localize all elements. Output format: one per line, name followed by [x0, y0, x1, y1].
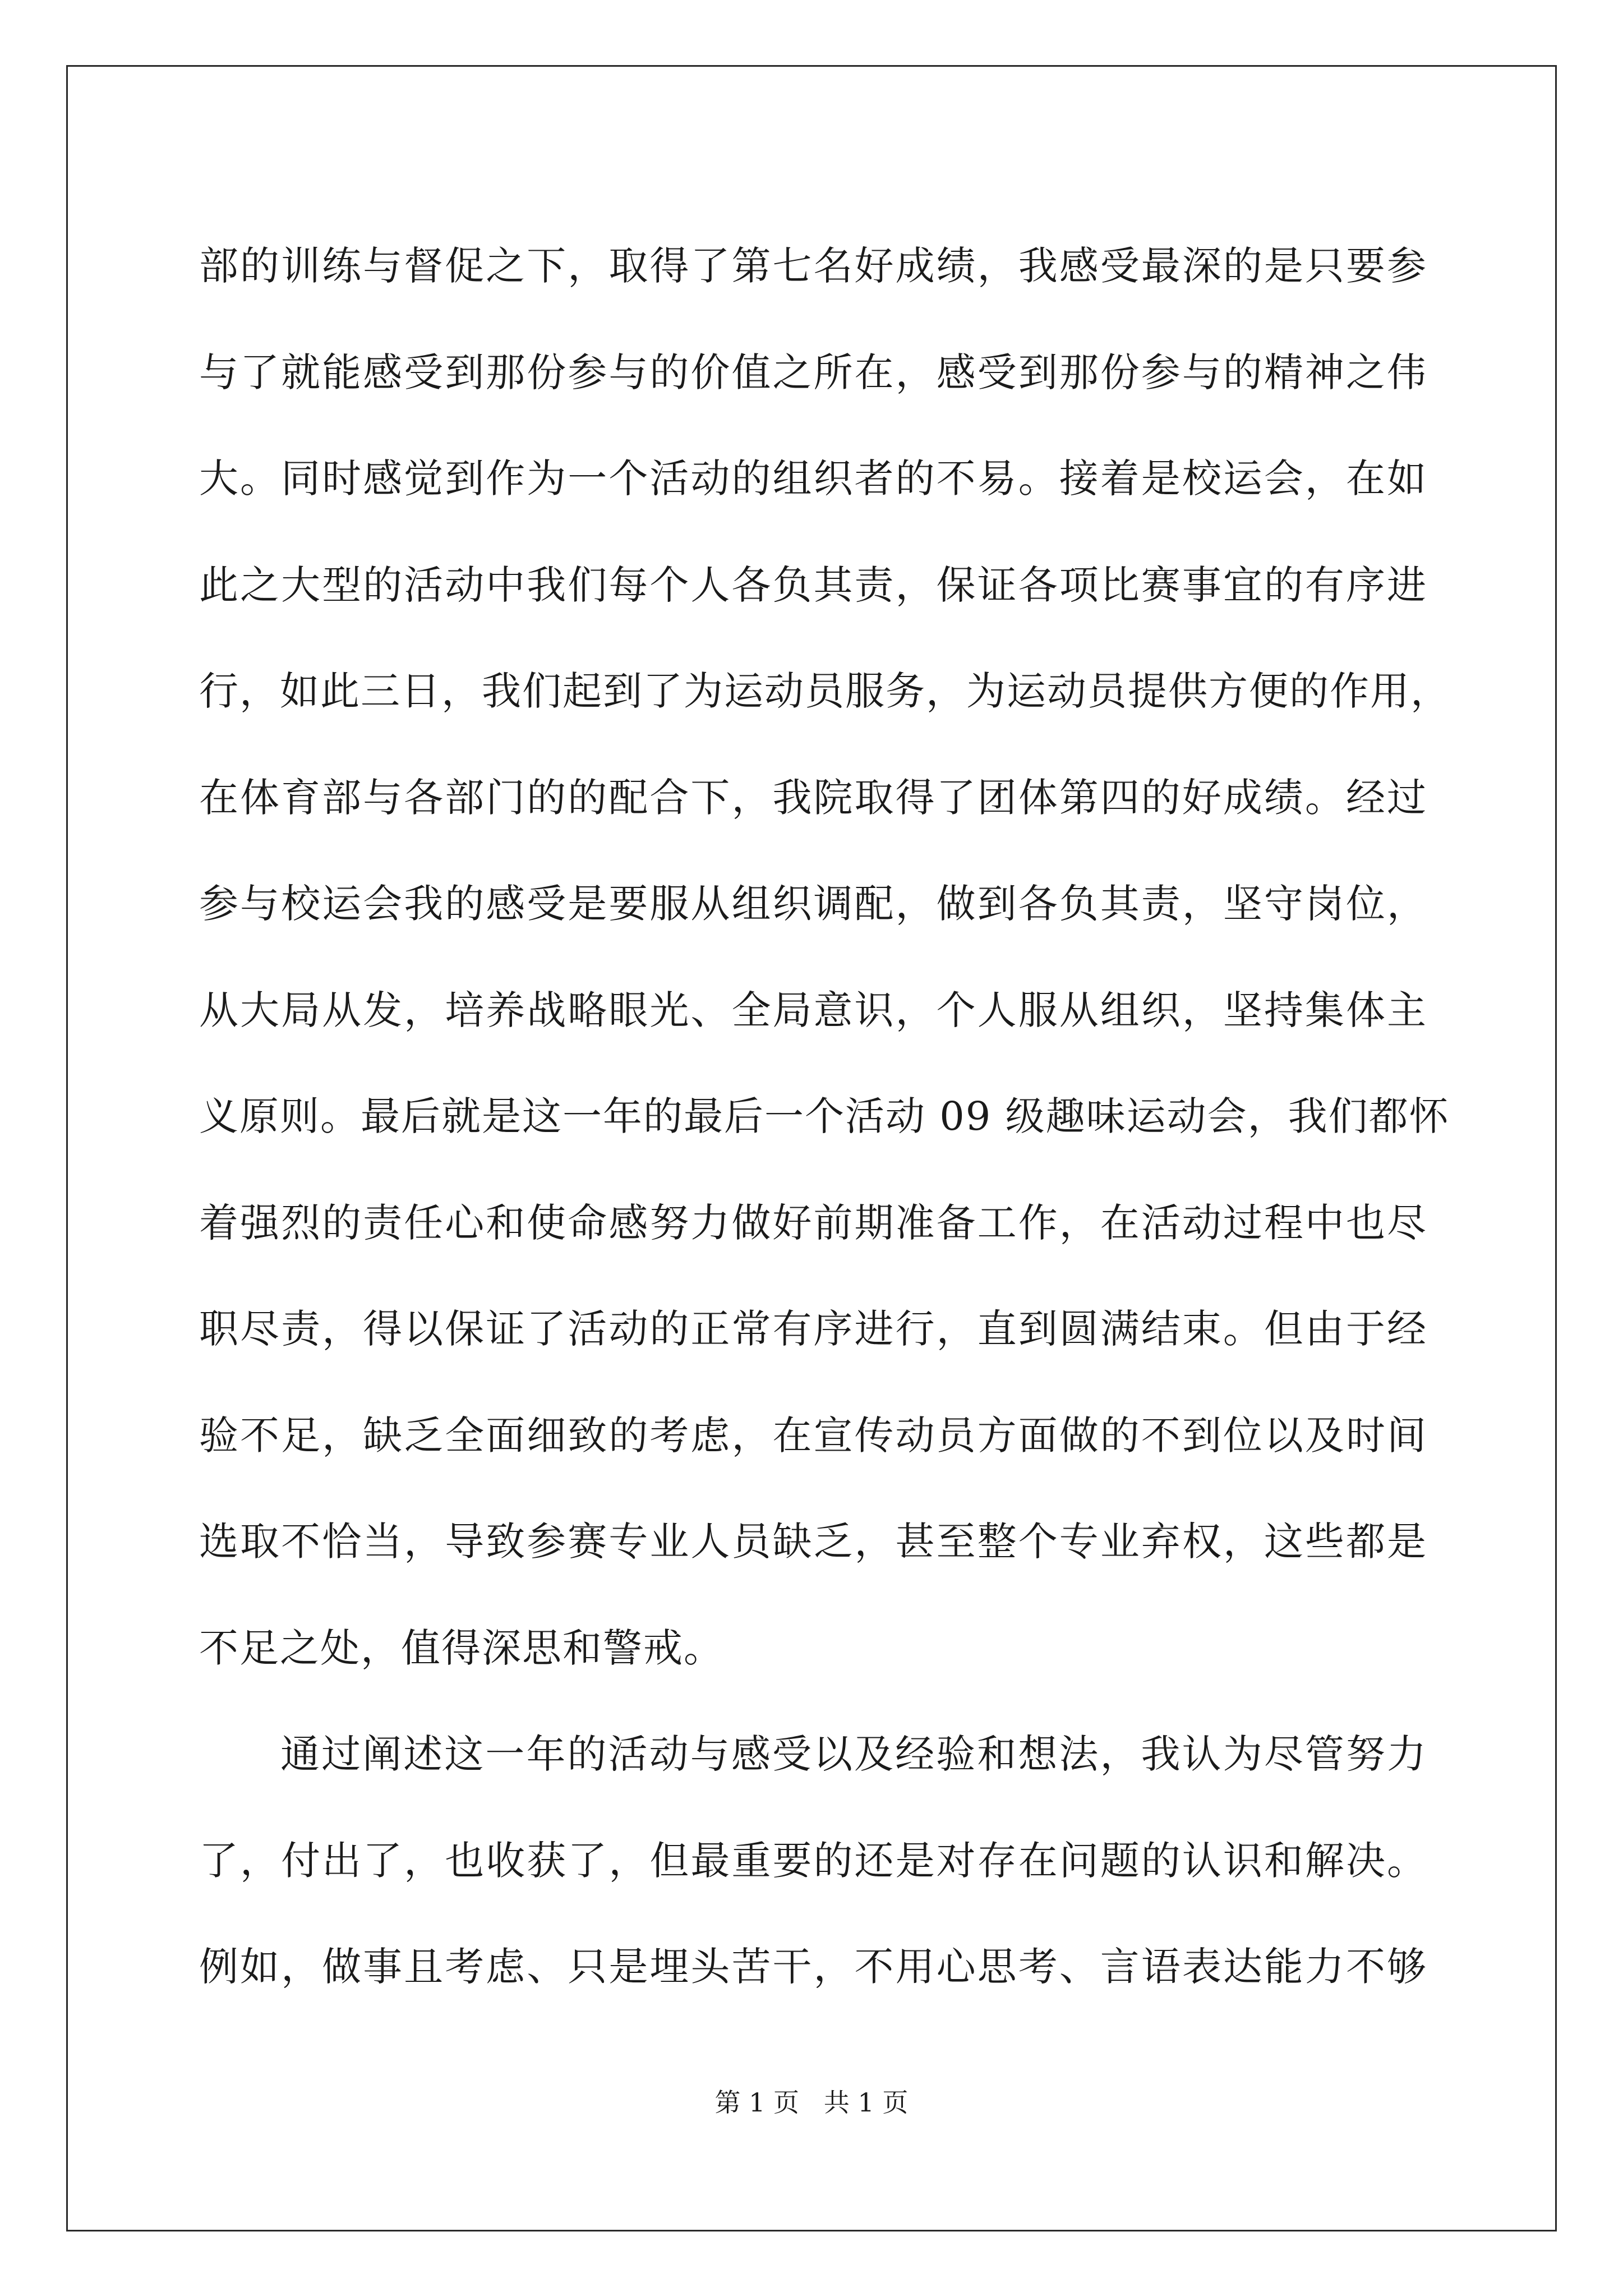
text-line: 了，付出了，也收获了，但最重要的还是对存在问题的认识和解决。 — [199, 1837, 1427, 1884]
text-line: 职尽责，得以保证了活动的正常有序进行，直到圆满结束。但由于经 — [199, 1306, 1427, 1352]
text-line: 从大局从发，培养战略眼光、全局意识，个人服从组织，坚持集体主 — [199, 987, 1427, 1033]
text-line: 在体育部与各部门的的配合下，我院取得了团体第四的好成绩。经过 — [199, 774, 1427, 821]
text-line: 参与校运会我的感受是要服从组织调配，做到各负其责，坚守岗位， — [199, 881, 1427, 927]
text-line-paragraph-start: 通过阐述这一年的活动与感受以及经验和想法，我认为尽管努力 — [280, 1731, 1427, 1777]
text-line-paragraph-end: 不足之处，值得深思和警戒。 — [199, 1625, 724, 1671]
text-line: 行，如此三日，我们起到了为运动员服务，为运动员提供方便的作用， — [199, 668, 1451, 714]
text-line: 此之大型的活动中我们每个人各负其责，保证各项比赛事宜的有序进 — [199, 562, 1427, 608]
text-line: 义原则。最后就是这一年的最后一个活动 09 级趣味运动会，我们都怀 — [199, 1093, 1450, 1139]
text-line: 验不足，缺乏全面细致的考虑，在宣传动员方面做的不到位以及时间 — [199, 1412, 1427, 1458]
text-line: 选取不恰当，导致参赛专业人员缺乏，甚至整个专业弃权，这些都是 — [199, 1519, 1427, 1565]
text-line: 大。同时感觉到作为一个活动的组织者的不易。接着是校运会，在如 — [199, 455, 1427, 501]
text-line: 着强烈的责任心和使命感努力做好前期准备工作，在活动过程中也尽 — [199, 1199, 1427, 1246]
text-line: 与了就能感受到那份参与的价值之所在，感受到那份参与的精神之伟 — [199, 349, 1427, 395]
document-body — [199, 213, 1451, 2021]
text-line: 例如，做事且考虑、只是埋头苦干，不用心思考、言语表达能力不够 — [199, 1944, 1427, 1990]
text-line: 部的训练与督促之下，取得了第七名好成绩，我感受最深的是只要参 — [199, 243, 1427, 289]
page-footer: 第 1 页 共 1 页 — [714, 2087, 909, 2118]
